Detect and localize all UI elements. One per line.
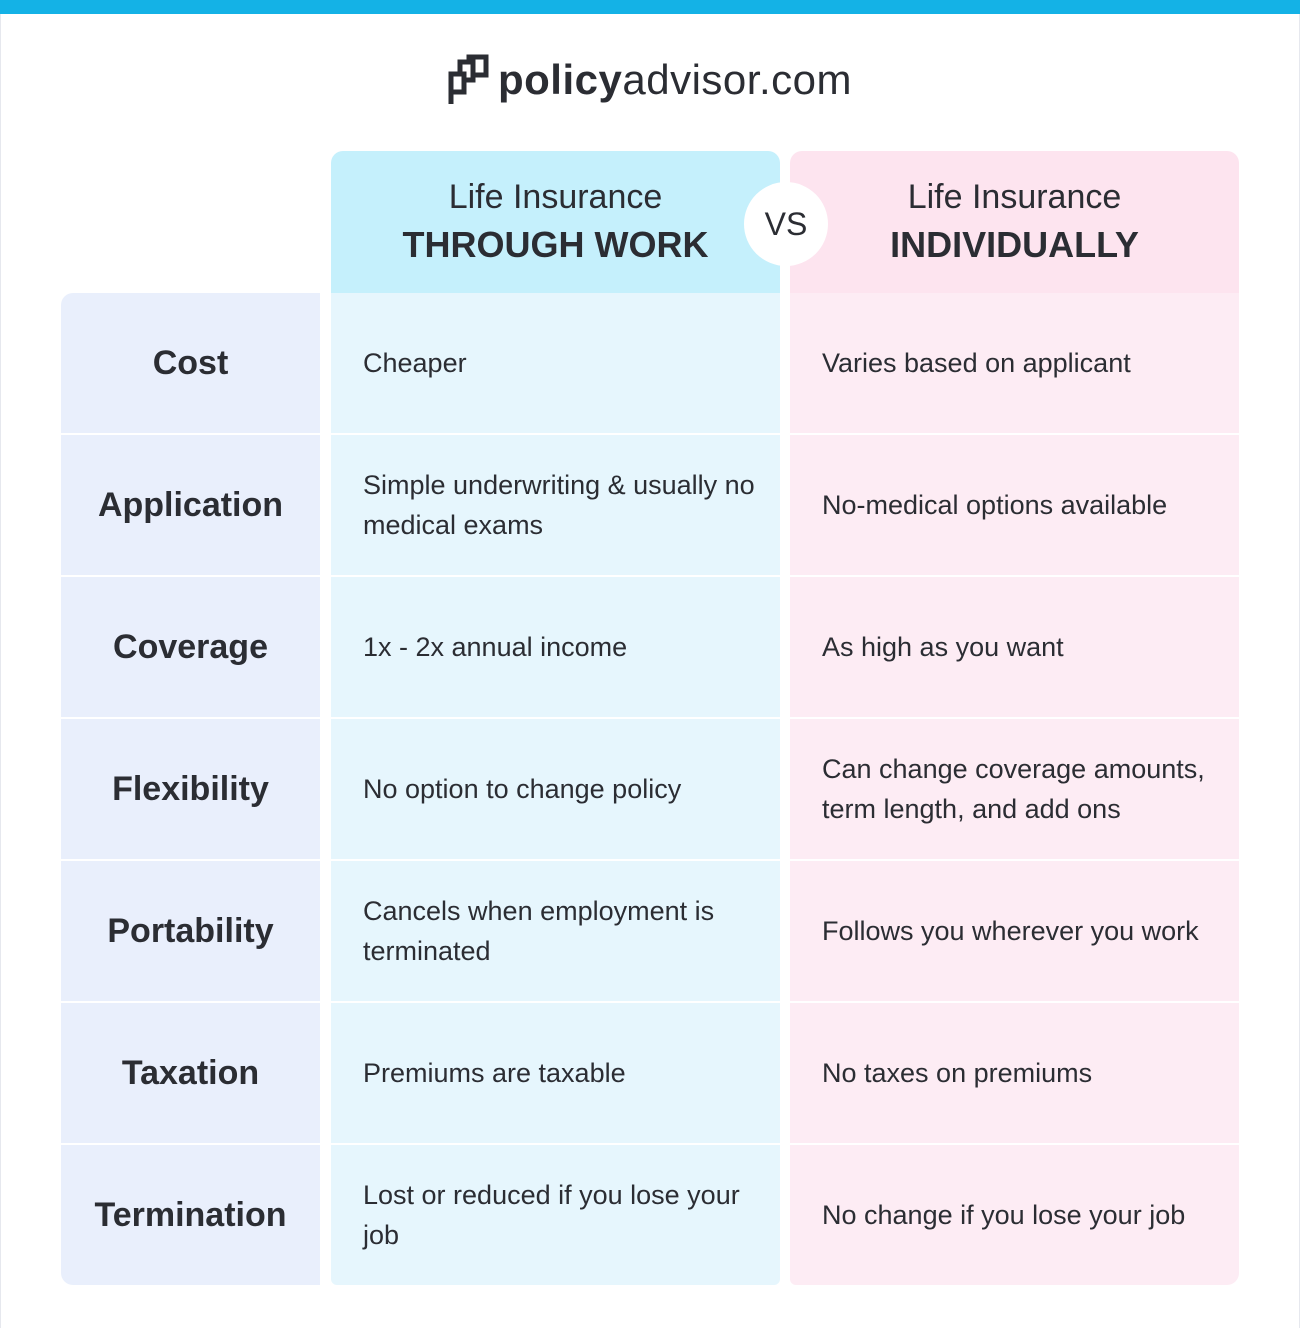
individual-cell-termination: No change if you lose your job	[790, 1145, 1239, 1285]
column-header-work-line1: Life Insurance	[448, 178, 663, 216]
work-cell-application: Simple underwriting & usually no medical exams	[331, 435, 780, 575]
work-cell-coverage: 1x - 2x annual income	[331, 577, 780, 717]
individual-cell-cost: Varies based on applicant	[790, 293, 1239, 433]
column-header-individually	[790, 151, 1239, 293]
row-label-termination: Termination	[61, 1145, 320, 1285]
row-label-portability: Portability	[61, 861, 320, 1001]
table-row	[0, 1003, 1300, 1143]
top-accent-bar	[0, 0, 1300, 14]
column-header-individual-line2: INDIVIDUALLY	[890, 224, 1139, 265]
work-cell-cost: Cheaper	[331, 293, 780, 433]
row-label-cost: Cost	[61, 293, 320, 433]
column-header-work-line2: THROUGH WORK	[402, 224, 709, 265]
individual-cell-application: No-medical options available	[790, 435, 1239, 575]
work-cell-taxation: Premiums are taxable	[331, 1003, 780, 1143]
brand-name	[498, 56, 852, 104]
table-row	[0, 293, 1300, 433]
vs-badge: VS	[744, 182, 828, 266]
row-label-application: Application	[61, 435, 320, 575]
work-cell-portability: Cancels when employment is terminated	[331, 861, 780, 1001]
table-row	[0, 435, 1300, 575]
work-cell-termination: Lost or reduced if you lose your job	[331, 1145, 780, 1285]
brand-name-rest: advisor.com	[622, 56, 852, 103]
work-cell-flexibility: No option to change policy	[331, 719, 780, 859]
table-row	[0, 861, 1300, 1001]
individual-cell-taxation: No taxes on premiums	[790, 1003, 1239, 1143]
row-label-taxation: Taxation	[61, 1003, 320, 1143]
brand-logo	[446, 54, 852, 106]
individual-cell-flexibility: Can change coverage amounts, term length, and add ons	[790, 719, 1239, 859]
individual-cell-coverage: As high as you want	[790, 577, 1239, 717]
table-row	[0, 1145, 1300, 1285]
table-row	[0, 577, 1300, 717]
table-row	[0, 719, 1300, 859]
column-header-individual-line1: Life Insurance	[907, 178, 1122, 216]
individual-cell-portability: Follows you wherever you work	[790, 861, 1239, 1001]
row-label-flexibility: Flexibility	[61, 719, 320, 859]
logo-mark-icon	[446, 54, 490, 106]
column-header-through-work	[331, 151, 780, 293]
brand-name-bold: policy	[498, 56, 623, 103]
row-label-coverage: Coverage	[61, 577, 320, 717]
